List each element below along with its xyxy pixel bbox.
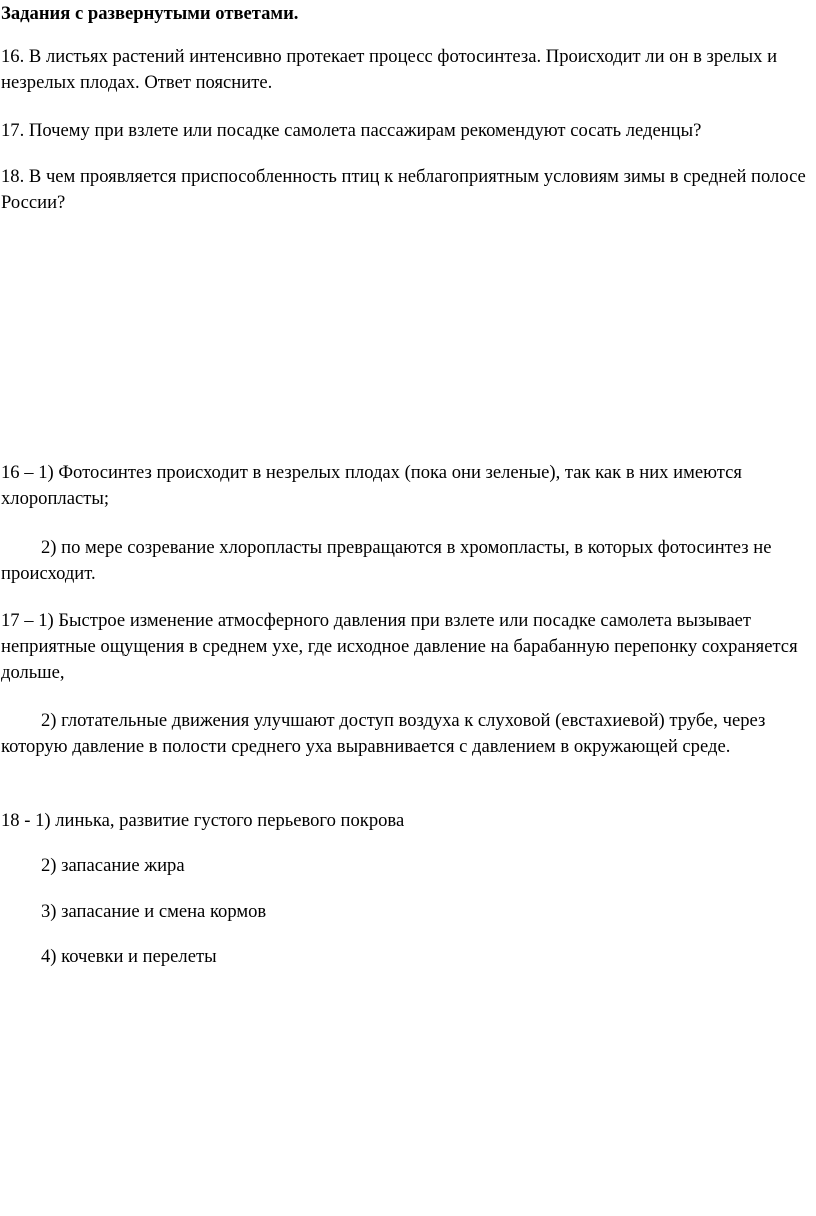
question-18: 18. В чем проявляется приспособленность птиц к неблагоприятным условиям зимы в средней полосе России? <box>1 166 806 213</box>
question-17: 17. Почему при взлете или посадке самолета пассажирам рекомендуют сосать леденцы? <box>1 120 702 141</box>
answer-16-item-2: 2) по мере созревание хлоропласты превращаются в хромопласты, в которых фотосинтез не происходит. <box>1 537 772 584</box>
answer-17-item-1: 17 – 1) Быстрое изменение атмосферного давления при взлете или посадке самолета вызывает неприятные ощущения в среднем ухе, где исходное давление на барабанную перепонку сохраняется дольше, <box>1 610 798 683</box>
question-16: 16. В листьях растений интенсивно протекает процесс фотосинтеза. Происходит ли он в зрелых и незрелых плодах. Ответ поясните. <box>1 46 778 93</box>
answer-18-item-2: 2) запасание жира <box>41 855 185 876</box>
answer-18-item-4: 4) кочевки и перелеты <box>41 946 217 967</box>
answer-16-item-1: 16 – 1) Фотосинтез происходит в незрелых плодах (пока они зеленые), так как в них имеются хлоропласты; <box>1 462 742 509</box>
answer-18-item-3: 3) запасание и смена кормов <box>41 901 267 922</box>
answer-18-item-1: 18 - 1) линька, развитие густого перьевого покрова <box>1 810 405 831</box>
section-heading: Задания с развернутыми ответами. <box>1 3 299 24</box>
answer-17-item-2: 2) глотательные движения улучшают доступ воздуха к слуховой (евстахиевой) трубе, через которую давление в полости среднего уха выравнивается с давлением в окружающей среде. <box>1 710 766 757</box>
